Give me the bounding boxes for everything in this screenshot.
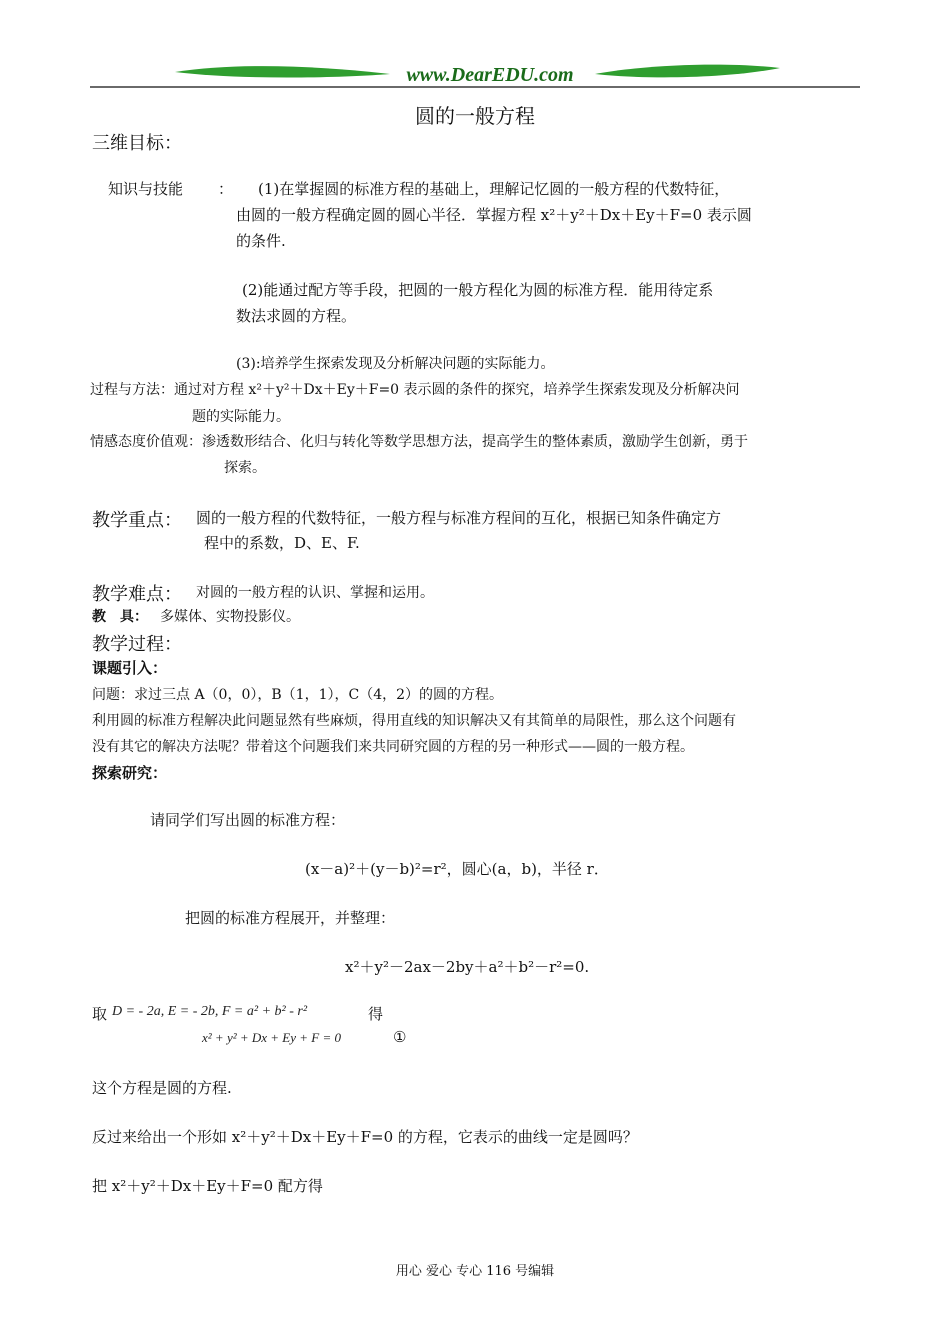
equation-number-mark: ①: [393, 1028, 407, 1046]
teaching-process-heading: 教学过程：: [92, 634, 182, 655]
knowledge-item-2-line-2: 数法求圆的方程。: [236, 307, 357, 325]
header-banner: [90, 60, 860, 92]
tools-heading: 教 具：: [92, 609, 148, 625]
substitution-formula: D = - 2a, E = - 2b, F = a² + b² - r²: [112, 1004, 308, 1019]
banner-swoosh-right: [595, 65, 780, 78]
complete-square-statement: 把 x²＋y²＋Dx＋Ey＋F=0 配方得: [92, 1177, 323, 1195]
knowledge-item-1-line-1: (1)在掌握圆的标准方程的基础上，理解记忆圆的一般方程的代数特征，: [258, 180, 730, 198]
knowledge-item-1-line-3: 的条件.: [236, 232, 286, 250]
key-points-line-1: 圆的一般方程的代数特征，一般方程与标准方程间的互化，根据已知条件确定方: [196, 509, 722, 527]
take-prefix: 取: [92, 1005, 108, 1023]
knowledge-item-3: (3):培养学生探索发现及分析解决问题的实际能力。: [236, 356, 555, 372]
intro-heading: 课题引入：: [92, 659, 168, 677]
key-points-line-2: 程中的系数，D、E、F.: [204, 534, 360, 552]
explore-heading: 探索研究：: [92, 764, 168, 782]
intro-paragraph-line-1: 利用圆的标准方程解决此问题显然有些麻烦，得用直线的知识解决又有其简单的局限性，那么这个问题有: [92, 713, 736, 729]
banner-swoosh-left: [175, 66, 390, 77]
knowledge-item-2-line-1: (2)能通过配方等手段，把圆的一般方程化为圆的标准方程．能用待定系: [242, 281, 714, 299]
intro-question: 问题：求过三点 A（0，0），B（1，1），C（4，2）的圆的方程。: [92, 687, 504, 703]
converse-question: 反过来给出一个形如 x²＋y²＋Dx＋Ey＋F=0 的方程，它表示的曲线一定是圆吗？: [92, 1128, 638, 1146]
emotion-line-2: 探索。: [224, 460, 266, 476]
ask-standard-equation: 请同学们写出圆的标准方程：: [150, 811, 346, 829]
process-method-line-1: 过程与方法：通过对方程 x²＋y²＋Dx＋Ey＋F=0 表示圆的条件的探究，培养学生探索发现及分析解决问: [90, 382, 740, 398]
circle-equation-statement: 这个方程是圆的方程.: [92, 1079, 232, 1097]
expanded-equation: x²＋y²－2ax－2by＋a²＋b²－r²=0.: [345, 958, 590, 976]
key-points-heading: 教学重点：: [92, 510, 182, 531]
site-logo-text: www.DearEDU.com: [406, 64, 574, 86]
document-title: 圆的一般方程: [415, 104, 535, 128]
general-equation: x² + y² + Dx + Ey + F = 0: [202, 1030, 342, 1045]
tools-text: 多媒体、实物投影仪。: [160, 609, 300, 625]
process-method-line-2: 题的实际能力。: [192, 409, 290, 425]
knowledge-label: 知识与技能: [108, 180, 184, 198]
take-suffix: 得: [368, 1005, 384, 1023]
emotion-line-1: 情感态度价值观：渗透数形结合、化归与转化等数学思想方法，提高学生的整体素质，激励学生创新，勇于: [90, 434, 748, 450]
knowledge-colon: ：: [218, 180, 234, 198]
difficulty-text: 对圆的一般方程的认识、掌握和运用。: [196, 585, 434, 601]
knowledge-item-1-line-2: 由圆的一般方程确定圆的圆心半径．掌握方程 x²＋y²＋Dx＋Ey＋F=0 表示圆: [236, 206, 752, 224]
expand-instruction: 把圆的标准方程展开，并整理：: [185, 909, 396, 927]
standard-equation: (x－a)²＋(y－b)²=r²，圆心(a，b)，半径 r．: [305, 860, 609, 878]
goals-heading: 三维目标：: [92, 133, 182, 154]
difficulty-heading: 教学难点：: [92, 584, 182, 605]
intro-paragraph-line-2: 没有其它的解决方法呢？带着这个问题我们来共同研究圆的方程的另一种形式——圆的一般方程。: [92, 739, 694, 755]
page-footer: 用心 爱心 专心 116 号编辑: [395, 1264, 555, 1279]
